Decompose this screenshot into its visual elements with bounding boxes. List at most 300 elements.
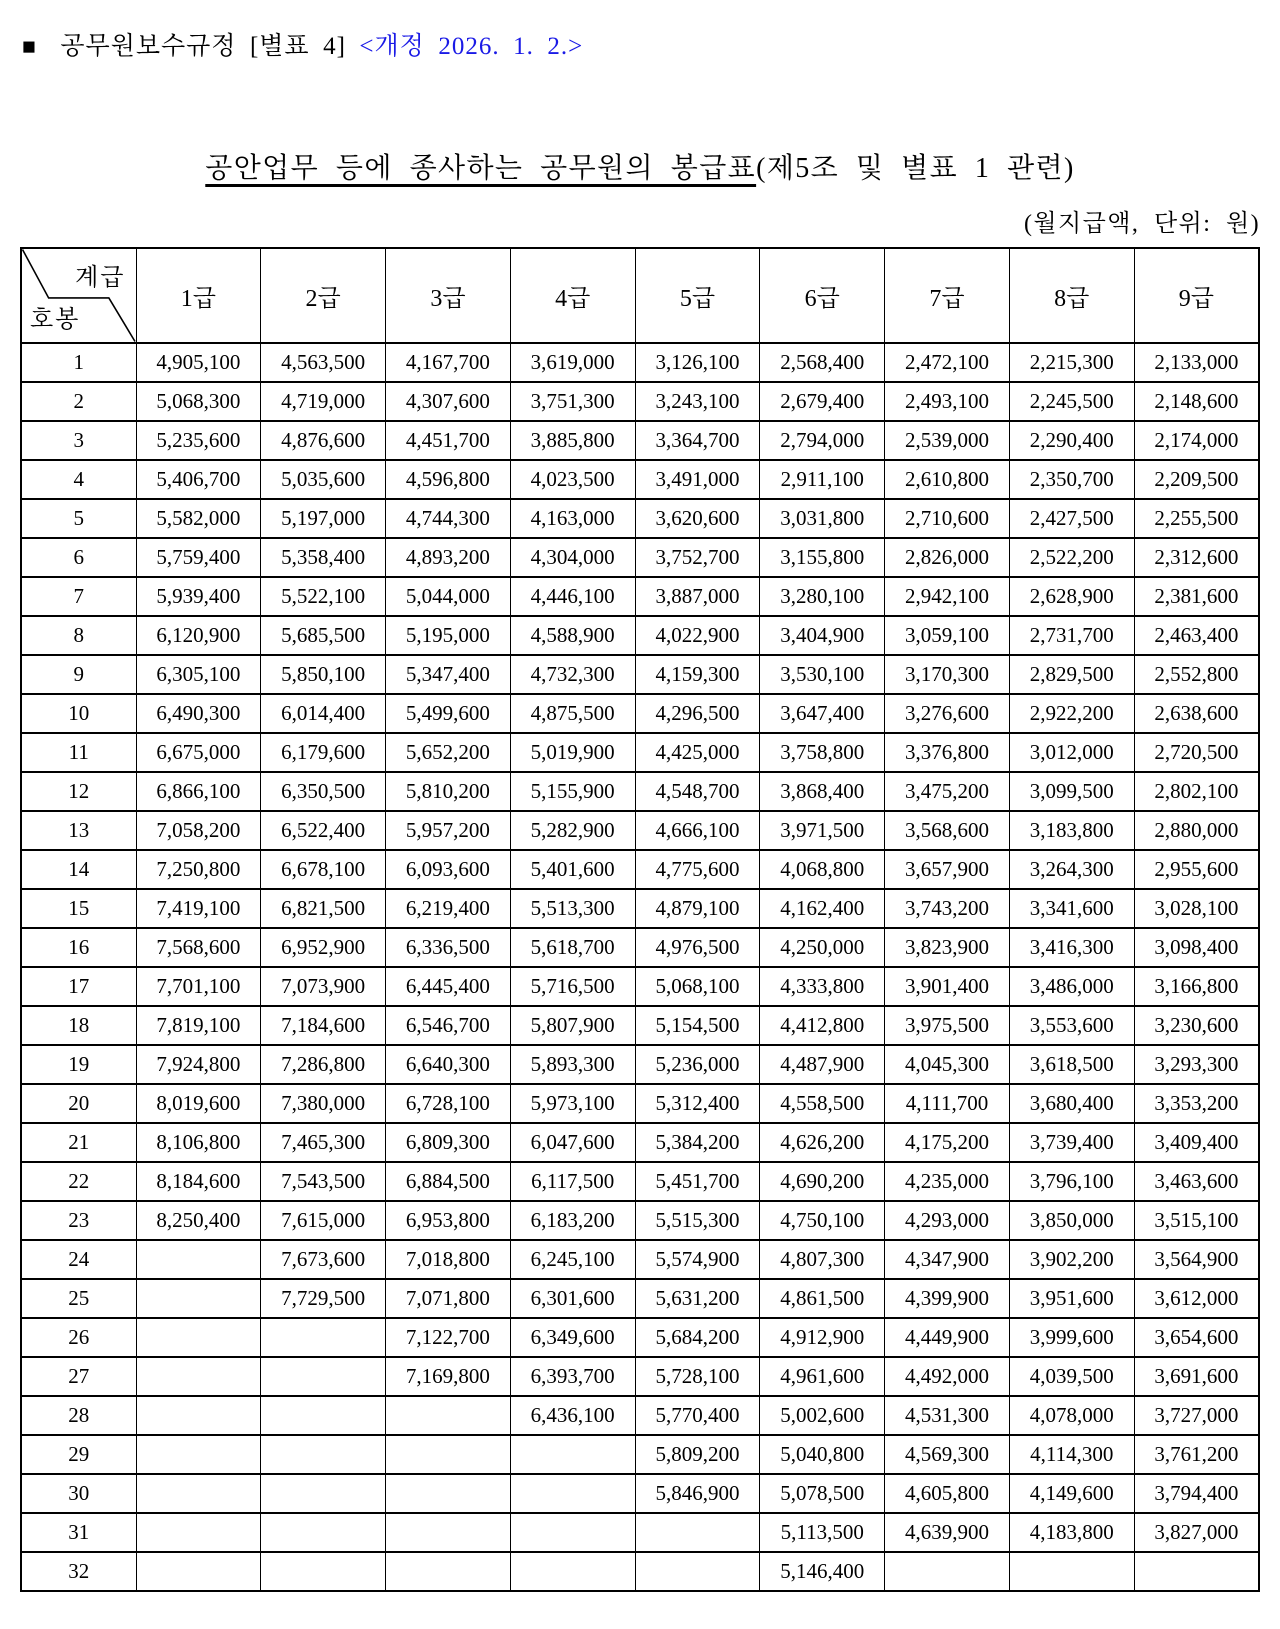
step-cell: 13 [21,811,136,850]
step-cell: 26 [21,1318,136,1357]
salary-cell: 7,380,000 [261,1084,386,1123]
salary-cell: 3,553,600 [1009,1006,1134,1045]
salary-cell [510,1474,635,1513]
salary-cell [1134,1552,1259,1591]
salary-cell: 5,522,100 [261,577,386,616]
salary-cell: 4,639,900 [885,1513,1010,1552]
salary-cell: 6,179,600 [261,733,386,772]
table-row [21,850,1259,889]
salary-cell: 3,654,600 [1134,1318,1259,1357]
salary-cell: 3,647,400 [760,694,885,733]
salary-cell: 3,680,400 [1009,1084,1134,1123]
salary-cell: 5,002,600 [760,1396,885,1435]
salary-cell: 6,490,300 [136,694,261,733]
salary-cell: 3,971,500 [760,811,885,850]
salary-cell: 6,120,900 [136,616,261,655]
salary-cell: 6,183,200 [510,1201,635,1240]
salary-cell: 6,350,500 [261,772,386,811]
salary-cell: 3,031,800 [760,499,885,538]
salary-cell: 4,626,200 [760,1123,885,1162]
step-cell: 24 [21,1240,136,1279]
salary-cell: 7,701,100 [136,967,261,1006]
column-header-grade-8: 8급 [1009,248,1134,343]
salary-cell: 4,347,900 [885,1240,1010,1279]
salary-cell [261,1474,386,1513]
salary-cell: 2,720,500 [1134,733,1259,772]
salary-cell: 4,111,700 [885,1084,1010,1123]
salary-cell [386,1513,511,1552]
salary-cell: 4,548,700 [635,772,760,811]
salary-cell: 2,148,600 [1134,382,1259,421]
salary-cell: 5,040,800 [760,1435,885,1474]
salary-cell: 5,631,200 [635,1279,760,1318]
salary-cell: 6,546,700 [386,1006,511,1045]
salary-cell: 4,569,300 [885,1435,1010,1474]
table-row [21,538,1259,577]
salary-cell: 3,999,600 [1009,1318,1134,1357]
salary-cell: 5,197,000 [261,499,386,538]
salary-cell: 4,296,500 [635,694,760,733]
salary-cell: 4,596,800 [386,460,511,499]
salary-cell [386,1552,511,1591]
salary-cell [136,1240,261,1279]
table-row [21,499,1259,538]
table-row [21,1045,1259,1084]
table-row [21,655,1259,694]
corner-cell [21,248,136,343]
salary-cell: 5,155,900 [510,772,635,811]
salary-cell [635,1552,760,1591]
step-cell: 5 [21,499,136,538]
salary-cell: 2,922,200 [1009,694,1134,733]
salary-cell: 4,666,100 [635,811,760,850]
salary-cell: 2,539,000 [885,421,1010,460]
salary-cell: 6,093,600 [386,850,511,889]
salary-cell: 3,887,000 [635,577,760,616]
salary-cell: 6,117,500 [510,1162,635,1201]
salary-cell: 7,122,700 [386,1318,511,1357]
salary-cell: 2,245,500 [1009,382,1134,421]
salary-cell: 6,884,500 [386,1162,511,1201]
salary-cell: 6,014,400 [261,694,386,733]
table-row [21,694,1259,733]
table-row [21,382,1259,421]
salary-cell: 3,463,600 [1134,1162,1259,1201]
salary-cell: 2,628,900 [1009,577,1134,616]
salary-cell: 6,245,100 [510,1240,635,1279]
salary-cell: 4,879,100 [635,889,760,928]
salary-cell [386,1474,511,1513]
salary-cell: 6,728,100 [386,1084,511,1123]
table-row [21,967,1259,1006]
step-cell: 16 [21,928,136,967]
table-row [21,1201,1259,1240]
salary-cell: 4,039,500 [1009,1357,1134,1396]
salary-cell: 4,449,900 [885,1318,1010,1357]
salary-cell: 3,951,600 [1009,1279,1134,1318]
salary-cell: 4,068,800 [760,850,885,889]
table-row [21,811,1259,850]
salary-cell: 5,282,900 [510,811,635,850]
salary-cell: 3,796,100 [1009,1162,1134,1201]
salary-cell: 4,183,800 [1009,1513,1134,1552]
salary-cell [386,1435,511,1474]
salary-cell: 3,166,800 [1134,967,1259,1006]
table-row [21,1123,1259,1162]
salary-cell: 4,558,500 [760,1084,885,1123]
salary-cell: 4,045,300 [885,1045,1010,1084]
salary-cell: 5,582,000 [136,499,261,538]
step-cell: 22 [21,1162,136,1201]
salary-cell: 3,827,000 [1134,1513,1259,1552]
header-row [21,248,1259,343]
salary-cell: 4,425,000 [635,733,760,772]
salary-cell: 4,399,900 [885,1279,1010,1318]
salary-cell: 3,761,200 [1134,1435,1259,1474]
step-cell: 30 [21,1474,136,1513]
salary-cell: 4,976,500 [635,928,760,967]
corner-step-label: 호봉 [30,307,81,333]
salary-cell: 7,465,300 [261,1123,386,1162]
salary-cell: 3,751,300 [510,382,635,421]
salary-cell: 2,133,000 [1134,343,1259,382]
salary-cell: 7,543,500 [261,1162,386,1201]
salary-cell: 4,732,300 [510,655,635,694]
step-cell: 32 [21,1552,136,1591]
salary-cell: 2,463,400 [1134,616,1259,655]
salary-cell: 4,719,000 [261,382,386,421]
salary-cell: 5,113,500 [760,1513,885,1552]
salary-cell: 6,305,100 [136,655,261,694]
salary-cell: 5,515,300 [635,1201,760,1240]
column-header-grade-4: 4급 [510,248,635,343]
step-cell: 25 [21,1279,136,1318]
salary-cell: 5,685,500 [261,616,386,655]
salary-cell: 8,250,400 [136,1201,261,1240]
salary-cell: 5,810,200 [386,772,511,811]
salary-cell: 4,159,300 [635,655,760,694]
salary-cell: 3,028,100 [1134,889,1259,928]
salary-cell [635,1513,760,1552]
salary-cell: 6,047,600 [510,1123,635,1162]
salary-cell: 5,384,200 [635,1123,760,1162]
table-row [21,421,1259,460]
salary-cell: 8,019,600 [136,1084,261,1123]
salary-cell: 3,618,500 [1009,1045,1134,1084]
table-row [21,577,1259,616]
salary-cell: 5,236,000 [635,1045,760,1084]
salary-cell: 3,230,600 [1134,1006,1259,1045]
table-row [21,1552,1259,1591]
salary-cell: 5,146,400 [760,1552,885,1591]
salary-cell: 2,794,000 [760,421,885,460]
table-row [21,733,1259,772]
salary-cell: 2,312,600 [1134,538,1259,577]
step-cell: 31 [21,1513,136,1552]
salary-cell: 4,023,500 [510,460,635,499]
salary-cell [510,1552,635,1591]
step-cell: 18 [21,1006,136,1045]
salary-cell: 6,866,100 [136,772,261,811]
salary-cell [136,1435,261,1474]
salary-cell: 2,829,500 [1009,655,1134,694]
salary-cell: 2,710,600 [885,499,1010,538]
salary-cell: 5,716,500 [510,967,635,1006]
salary-cell: 3,739,400 [1009,1123,1134,1162]
table-title-suffix: (제5조 및 별표 1 관련) [756,153,1075,184]
salary-cell: 6,953,800 [386,1201,511,1240]
salary-cell: 3,098,400 [1134,928,1259,967]
salary-cell: 3,794,400 [1134,1474,1259,1513]
salary-cell: 5,513,300 [510,889,635,928]
table-title [20,146,1260,186]
salary-cell: 6,349,600 [510,1318,635,1357]
regulation-title: 공무원보수규정 [별표 4] [60,33,346,60]
salary-cell: 4,333,800 [760,967,885,1006]
unit-note: (월지급액, 단위: 원) [1023,211,1260,237]
salary-cell: 3,364,700 [635,421,760,460]
salary-cell: 4,235,000 [885,1162,1010,1201]
salary-cell: 2,731,700 [1009,616,1134,655]
column-header-grade-2: 2급 [261,248,386,343]
column-header-grade-6: 6급 [760,248,885,343]
table-row [21,1006,1259,1045]
salary-cell: 7,673,600 [261,1240,386,1279]
revision-date: <개정 2026. 1. 2.> [359,33,584,60]
table-row [21,772,1259,811]
salary-cell: 5,406,700 [136,460,261,499]
salary-cell: 3,264,300 [1009,850,1134,889]
salary-cell: 4,875,500 [510,694,635,733]
salary-cell: 4,167,700 [386,343,511,382]
step-cell: 8 [21,616,136,655]
step-cell: 3 [21,421,136,460]
salary-cell [510,1435,635,1474]
salary-cell: 2,427,500 [1009,499,1134,538]
salary-cell: 2,472,100 [885,343,1010,382]
salary-cell: 7,615,000 [261,1201,386,1240]
salary-cell [1009,1552,1134,1591]
salary-cell: 2,568,400 [760,343,885,382]
salary-cell: 7,018,800 [386,1240,511,1279]
step-cell: 27 [21,1357,136,1396]
salary-cell: 3,409,400 [1134,1123,1259,1162]
table-row [21,889,1259,928]
salary-cell: 4,163,000 [510,499,635,538]
salary-cell: 2,381,600 [1134,577,1259,616]
table-row [21,928,1259,967]
salary-cell: 4,162,400 [760,889,885,928]
corner-class-label: 계급 [75,265,126,291]
salary-cell: 7,924,800 [136,1045,261,1084]
column-header-grade-7: 7급 [885,248,1010,343]
table-row [21,1318,1259,1357]
table-row [21,1084,1259,1123]
salary-cell: 3,276,600 [885,694,1010,733]
salary-cell: 7,058,200 [136,811,261,850]
salary-cell: 2,610,800 [885,460,1010,499]
salary-cell: 5,846,900 [635,1474,760,1513]
salary-cell: 7,419,100 [136,889,261,928]
salary-cell: 4,531,300 [885,1396,1010,1435]
salary-cell: 5,957,200 [386,811,511,850]
table-row [21,1279,1259,1318]
salary-cell: 6,809,300 [386,1123,511,1162]
salary-cell: 2,215,300 [1009,343,1134,382]
salary-cell: 7,729,500 [261,1279,386,1318]
salary-cell: 5,807,900 [510,1006,635,1045]
step-cell: 20 [21,1084,136,1123]
salary-cell: 6,675,000 [136,733,261,772]
salary-cell: 4,605,800 [885,1474,1010,1513]
document-heading [22,26,583,62]
salary-cell: 3,901,400 [885,967,1010,1006]
column-header-grade-1: 1급 [136,248,261,343]
salary-cell: 3,752,700 [635,538,760,577]
salary-cell: 4,250,000 [760,928,885,967]
salary-cell: 5,068,100 [635,967,760,1006]
salary-cell: 2,911,100 [760,460,885,499]
salary-cell: 3,530,100 [760,655,885,694]
salary-cell: 6,952,900 [261,928,386,967]
salary-cell: 3,515,100 [1134,1201,1259,1240]
salary-cell: 5,347,400 [386,655,511,694]
salary-cell: 3,758,800 [760,733,885,772]
table-row [21,1357,1259,1396]
salary-table [20,247,1260,1592]
salary-cell: 3,126,100 [635,343,760,382]
salary-cell: 4,588,900 [510,616,635,655]
salary-cell: 6,336,500 [386,928,511,967]
salary-cell: 5,893,300 [510,1045,635,1084]
salary-cell: 6,821,500 [261,889,386,928]
salary-cell [136,1513,261,1552]
table-row [21,1162,1259,1201]
salary-cell: 4,905,100 [136,343,261,382]
salary-cell: 7,819,100 [136,1006,261,1045]
salary-cell: 4,876,600 [261,421,386,460]
salary-cell: 5,770,400 [635,1396,760,1435]
salary-cell: 3,620,600 [635,499,760,538]
salary-cell [261,1435,386,1474]
black-square-icon: ■ [22,34,37,59]
salary-cell: 2,880,000 [1134,811,1259,850]
salary-cell: 2,826,000 [885,538,1010,577]
salary-cell: 6,436,100 [510,1396,635,1435]
salary-cell: 4,412,800 [760,1006,885,1045]
salary-cell [261,1357,386,1396]
salary-cell: 3,170,300 [885,655,1010,694]
salary-cell: 3,155,800 [760,538,885,577]
salary-cell: 3,341,600 [1009,889,1134,928]
step-cell: 10 [21,694,136,733]
table-row [21,616,1259,655]
salary-cell: 5,312,400 [635,1084,760,1123]
table-row [21,1435,1259,1474]
salary-cell: 5,154,500 [635,1006,760,1045]
salary-cell: 2,522,200 [1009,538,1134,577]
salary-cell: 5,939,400 [136,577,261,616]
salary-cell: 7,169,800 [386,1357,511,1396]
salary-cell [261,1513,386,1552]
salary-cell: 4,114,300 [1009,1435,1134,1474]
column-header-grade-3: 3급 [386,248,511,343]
salary-cell: 5,078,500 [760,1474,885,1513]
salary-cell: 5,759,400 [136,538,261,577]
salary-cell [510,1513,635,1552]
salary-cell: 6,522,400 [261,811,386,850]
salary-cell: 4,563,500 [261,343,386,382]
salary-cell [885,1552,1010,1591]
salary-cell: 5,358,400 [261,538,386,577]
salary-cell: 7,250,800 [136,850,261,889]
salary-cell: 5,850,100 [261,655,386,694]
salary-cell: 2,552,800 [1134,655,1259,694]
salary-cell: 5,044,000 [386,577,511,616]
salary-cell: 3,657,900 [885,850,1010,889]
salary-cell: 3,612,000 [1134,1279,1259,1318]
salary-cell: 8,106,800 [136,1123,261,1162]
salary-cell: 3,243,100 [635,382,760,421]
salary-cell: 5,618,700 [510,928,635,967]
salary-cell: 4,893,200 [386,538,511,577]
salary-cell: 4,492,000 [885,1357,1010,1396]
table-row [21,460,1259,499]
step-cell: 29 [21,1435,136,1474]
salary-cell [386,1396,511,1435]
salary-cell: 3,691,600 [1134,1357,1259,1396]
salary-cell: 6,445,400 [386,967,511,1006]
salary-cell [136,1396,261,1435]
step-cell: 2 [21,382,136,421]
step-cell: 6 [21,538,136,577]
salary-cell: 2,350,700 [1009,460,1134,499]
salary-cell: 5,684,200 [635,1318,760,1357]
step-cell: 19 [21,1045,136,1084]
salary-cell: 2,638,600 [1134,694,1259,733]
step-cell: 7 [21,577,136,616]
salary-cell [136,1357,261,1396]
salary-cell: 5,195,000 [386,616,511,655]
salary-cell: 4,750,100 [760,1201,885,1240]
salary-cell: 2,942,100 [885,577,1010,616]
salary-cell: 5,401,600 [510,850,635,889]
salary-cell: 3,902,200 [1009,1240,1134,1279]
table-row [21,1474,1259,1513]
step-cell: 9 [21,655,136,694]
salary-cell: 5,973,100 [510,1084,635,1123]
salary-cell: 5,235,600 [136,421,261,460]
salary-cell: 3,012,000 [1009,733,1134,772]
step-cell: 23 [21,1201,136,1240]
salary-cell: 3,885,800 [510,421,635,460]
salary-cell: 3,823,900 [885,928,1010,967]
salary-cell: 6,393,700 [510,1357,635,1396]
salary-cell: 4,487,900 [760,1045,885,1084]
salary-cell [261,1318,386,1357]
column-header-grade-5: 5급 [635,248,760,343]
salary-cell: 3,416,300 [1009,928,1134,967]
salary-cell: 4,175,200 [885,1123,1010,1162]
step-cell: 28 [21,1396,136,1435]
salary-cell: 2,209,500 [1134,460,1259,499]
salary-cell: 2,802,100 [1134,772,1259,811]
salary-cell: 2,255,500 [1134,499,1259,538]
salary-cell: 5,728,100 [635,1357,760,1396]
step-cell: 12 [21,772,136,811]
salary-cell: 6,640,300 [386,1045,511,1084]
salary-cell: 8,184,600 [136,1162,261,1201]
